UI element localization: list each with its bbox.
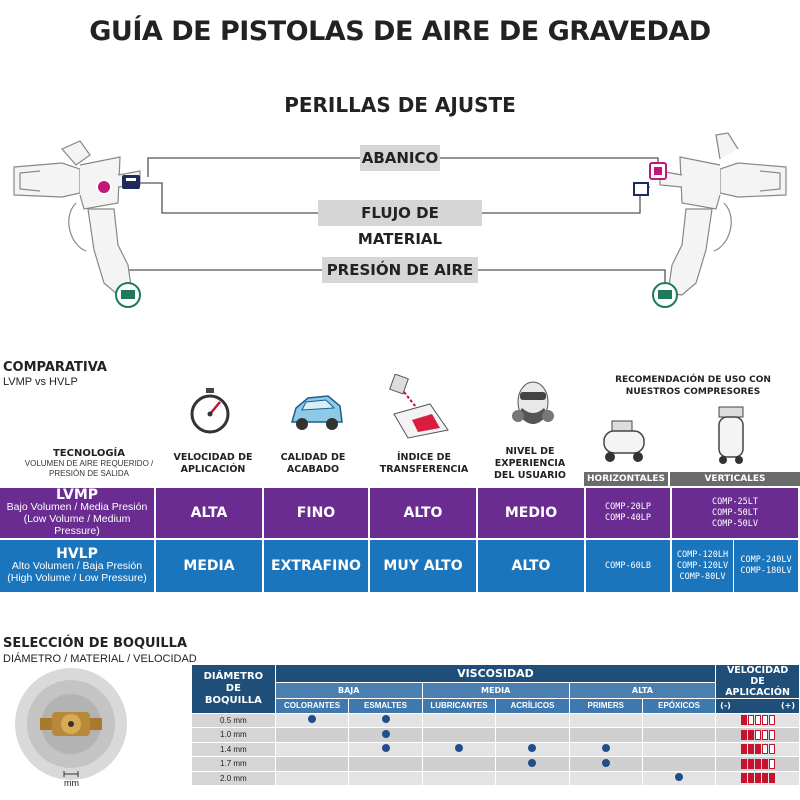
nozzle-row (192, 728, 800, 743)
nozzle-diameter: 2.0 mm (192, 771, 276, 786)
recommend-header: RECOMENDACIÓN DE USO CON NUESTROS COMPRESORES (615, 375, 771, 397)
lvmp-vertical: COMP-25LT COMP-50LT COMP-50LV (672, 488, 798, 538)
viscosity-cell (275, 771, 349, 786)
spray-gun-right (660, 133, 786, 295)
speedometer-icon (188, 386, 232, 438)
compatibility-dot (675, 773, 683, 781)
velocity-bar (741, 715, 747, 725)
velocity-bar (748, 773, 754, 783)
velocity-bar (748, 730, 754, 740)
viscosity-cell (349, 757, 422, 772)
viscosity-cell (349, 728, 422, 743)
viscosity-cell (642, 742, 715, 757)
horizontales-label: HORIZONTALES (584, 472, 668, 486)
compatibility-dot (602, 759, 610, 767)
velocity-bar (762, 715, 768, 725)
velocity-min: (-) (720, 701, 731, 711)
page-title: GUÍA DE PISTOLAS DE AIRE DE GRAVEDAD (89, 16, 711, 47)
viscosity-table (191, 664, 800, 786)
group-alta: ALTA (569, 682, 715, 698)
lvmp-nivel: MEDIO (478, 488, 584, 538)
boquilla-subtitle: DIÁMETRO / MATERIAL / VELOCIDAD (3, 653, 197, 665)
velocity-scale (716, 699, 800, 714)
knob-label-flujo: FLUJO DE MATERIAL (318, 200, 482, 226)
hvlp-nivel: ALTO (478, 540, 584, 592)
group-media: MEDIA (422, 682, 569, 698)
velocity-bar (762, 730, 768, 740)
knobs-subtitle: PERILLAS DE AJUSTE (284, 93, 516, 117)
material-lubricantes: LUBRICANTES (422, 699, 496, 714)
viscosity-cell (569, 757, 642, 772)
viscosity-cell (569, 771, 642, 786)
nozzle-diameter: 1.0 mm (192, 728, 276, 743)
velocity-bar (762, 773, 768, 783)
velocity-header: VELOCIDAD DE APLICACIÓN (716, 665, 800, 699)
material-colorantes: COLORANTES (275, 699, 349, 714)
viscosity-cell (642, 757, 715, 772)
nozzle-diameter: 1.7 mm (192, 757, 276, 772)
verticales-label: VERTICALES (670, 472, 800, 486)
velocity-bar (755, 715, 761, 725)
velocity-bar (755, 730, 761, 740)
lvmp-calidad: FINO (264, 488, 368, 538)
viscosity-cell (496, 771, 569, 786)
compatibility-dot (528, 759, 536, 767)
velocity-bar (741, 730, 747, 740)
compatibility-dot (528, 744, 536, 752)
material-epoxicos: EPÓXICOS (642, 699, 715, 714)
diameter-header (192, 665, 276, 714)
viscosity-cell (496, 742, 569, 757)
nozzle-row (192, 757, 800, 772)
nozzle-row (192, 713, 800, 728)
hvlp-vertical-b: COMP-240LV COMP-180LV (734, 540, 798, 592)
velocity-bar (748, 759, 754, 769)
knob-label-abanico: ABANICO (360, 145, 440, 171)
viscosity-cell (496, 757, 569, 772)
col-velocidad: VELOCIDAD DE APLICACIÓN (173, 452, 253, 475)
hvlp-velocidad: MEDIA (156, 540, 262, 592)
abanico-line-right (440, 158, 658, 167)
hvlp-desc: Alto Volumen / Baja Presión (11, 560, 143, 572)
compatibility-dot (308, 715, 316, 723)
viscosity-cell (422, 757, 496, 772)
col-nivel: NIVEL DE EXPERIENCIA DEL USUARIO (494, 446, 566, 481)
car-icon (288, 384, 346, 440)
viscosity-cell (349, 742, 422, 757)
viscosity-cell (422, 728, 496, 743)
viscosity-cell (642, 713, 715, 728)
mm-label: mm (64, 778, 79, 788)
velocity-bar (762, 759, 768, 769)
flujo-line-right (482, 187, 650, 213)
lvmp-velocidad: ALTA (156, 488, 262, 538)
velocity-meter (716, 742, 800, 757)
knob-label-presion: PRESIÓN DE AIRE (322, 257, 478, 283)
col-calidad: CALIDAD DE ACABADO (280, 452, 346, 475)
viscosity-cell (275, 742, 349, 757)
fluid-knob-icon-right (634, 183, 648, 195)
velocity-bar (769, 773, 775, 783)
compatibility-dot (382, 715, 390, 723)
presion-line-left (128, 270, 322, 285)
viscosity-cell (496, 713, 569, 728)
viscosity-cell (422, 771, 496, 786)
boquilla-title: SELECCIÓN DE BOQUILLA (3, 636, 188, 651)
viscosity-cell (569, 728, 642, 743)
lvmp-indice: ALTO (370, 488, 476, 538)
hvlp-tech-cell (0, 540, 154, 592)
velocity-bar (769, 715, 775, 725)
hvlp-horizontal: COMP-60LB (586, 540, 670, 592)
diameter-header-text: DIÁMETRO DE BOQUILLA (203, 670, 264, 706)
material-acrilicos: ACRÍLICOS (496, 699, 569, 714)
velocity-bar (769, 759, 775, 769)
velocity-bar (769, 730, 775, 740)
comparativa-subtitle: LVMP vs HVLP (3, 376, 78, 388)
horizontal-compressor-icon (600, 415, 650, 463)
viscosity-cell (275, 757, 349, 772)
hvlp-desc-en: (High Volume / Low Pressure) (7, 572, 147, 584)
compatibility-dot (455, 744, 463, 752)
viscosity-header: VISCOSIDAD (275, 665, 715, 683)
compatibility-dot (382, 730, 390, 738)
velocity-meter (716, 728, 800, 743)
velocity-bar (741, 773, 747, 783)
col-indice: ÍNDICE DE TRANSFERENCIA (379, 452, 469, 475)
respirator-icon (510, 378, 556, 440)
vertical-compressor-icon (713, 405, 749, 465)
viscosity-cell (642, 728, 715, 743)
velocity-bar (748, 715, 754, 725)
comparativa-title: COMPARATIVA (3, 360, 107, 375)
velocity-bar (741, 759, 747, 769)
fluid-knob-icon-left (122, 175, 140, 189)
hvlp-vertical-a: COMP-120LH COMP-120LV COMP-80LV (672, 540, 734, 592)
velocity-bar (769, 744, 775, 754)
transfer-icon (386, 374, 452, 440)
hvlp-name: HVLP (56, 546, 98, 562)
velocity-bar (748, 744, 754, 754)
velocity-bar (762, 744, 768, 754)
viscosity-cell (569, 713, 642, 728)
lvmp-desc: Bajo Volumen / Media Presión (6, 501, 148, 513)
viscosity-cell (349, 771, 422, 786)
technology-header (14, 448, 164, 479)
velocity-max: (+) (780, 701, 795, 711)
abanico-line-left (148, 158, 360, 177)
velocity-meter (716, 771, 800, 786)
hvlp-calidad: EXTRAFINO (264, 540, 368, 592)
group-baja: BAJA (275, 682, 422, 698)
viscosity-cell (349, 713, 422, 728)
nozzle-icon (8, 668, 134, 788)
viscosity-cell (275, 713, 349, 728)
material-primers: PRIMERS (569, 699, 642, 714)
viscosity-cell (496, 728, 569, 743)
lvmp-name: LVMP (55, 487, 99, 503)
velocity-bar (741, 744, 747, 754)
velocity-bar (755, 759, 761, 769)
velocity-bar (755, 744, 761, 754)
viscosity-cell (642, 771, 715, 786)
hvlp-row (0, 540, 800, 592)
nozzle-rows (192, 713, 800, 786)
material-esmaltes: ESMALTES (349, 699, 422, 714)
nozzle-diameter: 0.5 mm (192, 713, 276, 728)
nozzle-diameter: 1.4 mm (192, 742, 276, 757)
lvmp-desc-en: (Low Volume / Medium Pressure) (23, 513, 131, 537)
compatibility-dot (382, 744, 390, 752)
lvmp-tech-cell (0, 488, 154, 538)
viscosity-cell (422, 742, 496, 757)
fan-knob-icon-left (97, 180, 111, 194)
velocity-meter (716, 713, 800, 728)
lvmp-row (0, 488, 800, 538)
velocity-meter (716, 757, 800, 772)
flujo-line-left (132, 183, 318, 213)
velocity-bar (755, 773, 761, 783)
presion-line-right (478, 270, 665, 285)
spray-gun-left (14, 141, 140, 295)
lvmp-horizontal: COMP-20LP COMP-40LP (586, 488, 670, 538)
hvlp-indice: MUY ALTO (370, 540, 476, 592)
viscosity-cell (422, 713, 496, 728)
technology-subtitle: VOLUMEN DE AIRE REQUERIDO / PRESIÓN DE SALIDA (24, 459, 154, 478)
nozzle-row (192, 742, 800, 757)
viscosity-cell (275, 728, 349, 743)
nozzle-row (192, 771, 800, 786)
compatibility-dot (602, 744, 610, 752)
technology-title: TECNOLOGÍA (52, 448, 126, 459)
viscosity-cell (569, 742, 642, 757)
